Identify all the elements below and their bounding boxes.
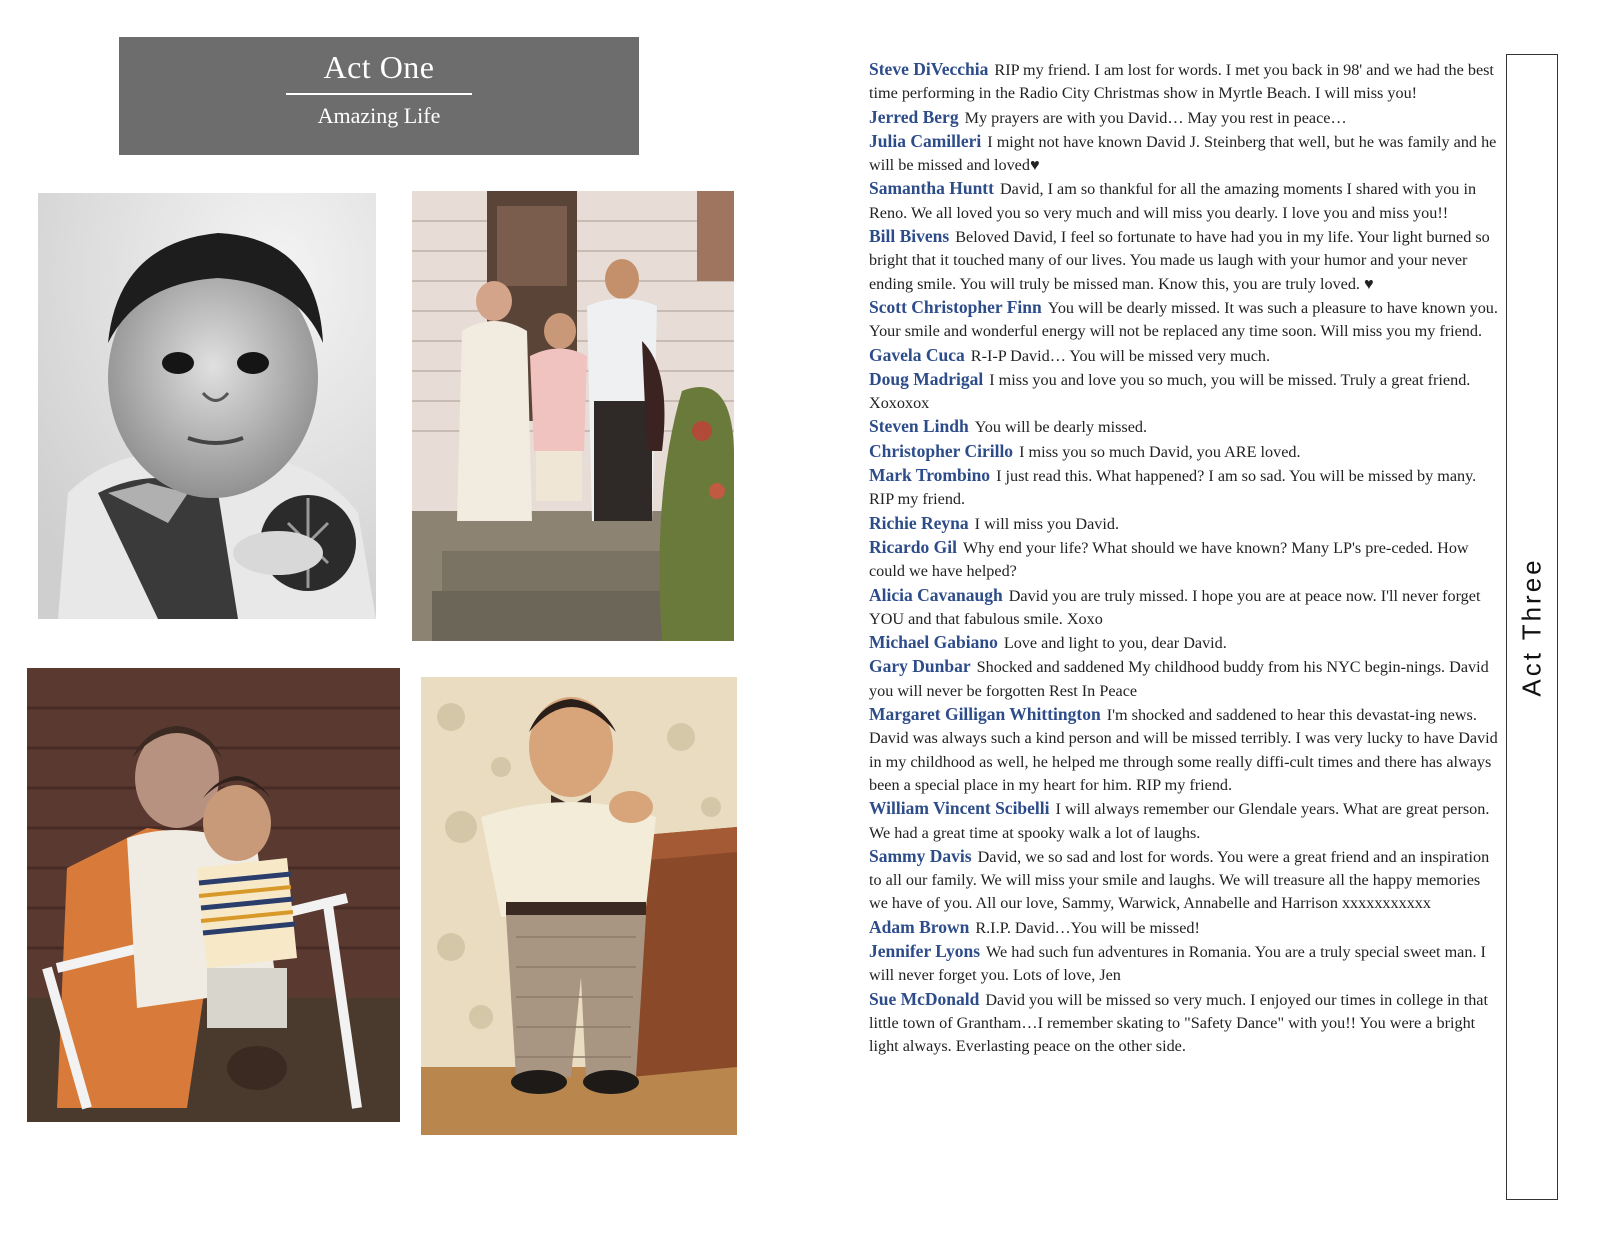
tribute-author: Alicia Cavanaugh — [869, 584, 1003, 605]
tribute-entry — [869, 464, 1501, 512]
tribute-entry — [869, 296, 1501, 344]
tribute-author: Sammy Davis — [869, 845, 972, 866]
family-on-porch-steps-icon — [412, 191, 734, 641]
tribute-author: Mark Trombino — [869, 465, 991, 486]
tribute-entry — [869, 797, 1501, 845]
tribute-message: Why end your life? What should we have known? Many LP's pre-ceded. How could we have helped? — [869, 538, 1469, 581]
tribute-message: David, we so sad and lost for words. You were a great friend and an inspiration to all our family. We will miss your smile and laughs. We will treasure all the happy memories we have of you. All our love, Sammy, Warwick, Annabelle and Harrison xxxxxxxxxxx — [869, 847, 1490, 913]
tribute-author: Bill Bivens — [869, 226, 950, 247]
tribute-author: Margaret Gilligan Whittington — [869, 704, 1101, 725]
tribute-author: Ricardo Gil — [869, 536, 957, 557]
tribute-message: You will be dearly missed. It was such a pleasure to have known you. Your smile and wonderful energy will not be replaced any time soon. Will miss you my friend. — [869, 298, 1498, 341]
tribute-message: Shocked and saddened My childhood buddy from his NYC begin-nings. David you will never be forgotten Rest In Peace — [869, 658, 1489, 700]
tribute-author: Scott Christopher Finn — [869, 296, 1042, 317]
tribute-author: William Vincent Scibelli — [869, 798, 1050, 819]
tribute-author: Sue McDonald — [869, 988, 980, 1009]
tribute-message: David you will be missed so very much. I enjoyed our times in college in that little town of Grantham…I remember skating to "Safety Dance" with you!! You were a bright light always. Everlasting peace on the other side. — [869, 990, 1488, 1056]
tribute-author: Julia Camilleri — [869, 130, 982, 151]
boy-with-ball-black-and-white-icon — [38, 193, 376, 619]
tribute-author: Adam Brown — [869, 916, 970, 937]
tribute-message: R.I.P. David…You will be missed! — [975, 918, 1200, 937]
tribute-entry — [869, 225, 1501, 296]
tribute-entry — [869, 177, 1501, 225]
tribute-entry — [869, 845, 1501, 916]
tribute-message: I miss you and love you so much, you will be missed. Truly a great friend. Xoxoxox — [869, 370, 1471, 413]
tribute-author: Samantha Huntt — [869, 178, 994, 199]
tribute-author: Doug Madrigal — [869, 368, 984, 389]
tribute-entry — [869, 988, 1501, 1059]
section-side-tab — [1506, 54, 1558, 1200]
tribute-entry — [869, 58, 1501, 106]
tribute-message: RIP my friend. I am lost for words. I met you back in 98' and we had the best time performing in the Radio City Christmas show in Myrtle Beach. I will miss you! — [869, 61, 1494, 103]
tribute-message: I'm shocked and saddened to hear this devastat-ing news. David was always such a kind person and will be missed terribly. I was very lucky to have David in my childhood as well, he helped me through some really diffi-cult times and there has always been a special place in my heart for him. RIP my friend. — [869, 706, 1498, 794]
tribute-author: Michael Gabiano — [869, 632, 998, 653]
tribute-entry — [869, 584, 1501, 632]
tribute-message: We had such fun adventures in Romania. You are a truly special sweet man. I will never forget you. Lots of love, Jen — [869, 942, 1486, 985]
side-tab-label: Act Three — [1516, 557, 1547, 697]
child-on-lap-in-chair-icon — [27, 668, 400, 1122]
tribute-message: I will always remember our Glendale years. What are great person. We had a great time at spooky walk a lot of laughs. — [869, 800, 1490, 842]
tribute-entry — [869, 344, 1501, 368]
tribute-message: I will miss you David. — [974, 514, 1119, 533]
act-subtitle: Amazing Life — [317, 103, 441, 128]
tribute-entry — [869, 703, 1501, 797]
tribute-author: Steven Lindh — [869, 416, 969, 437]
tribute-message: Love and light to you, dear David. — [1003, 634, 1227, 653]
tribute-entry — [869, 106, 1501, 130]
tribute-author: Christopher Cirillo — [869, 440, 1014, 461]
tribute-message: R-I-P David… You will be missed very much. — [970, 346, 1271, 365]
tribute-message: David you are truly missed. I hope you are at peace now. I'll never forget YOU and that fabulous smile. Xoxo — [869, 586, 1481, 628]
tribute-entry — [869, 655, 1501, 703]
tribute-entry — [869, 536, 1501, 584]
tribute-author: Gavela Cuca — [869, 344, 965, 365]
tribute-list — [869, 58, 1501, 1058]
tribute-message: I just read this. What happened? I am so sad. You will be missed by many. RIP my friend. — [869, 467, 1477, 509]
tribute-entry — [869, 440, 1501, 464]
tribute-author: Richie Reyna — [869, 512, 969, 533]
tribute-entry — [869, 130, 1501, 178]
tribute-entry — [869, 916, 1501, 940]
boy-with-bow-tie-icon — [421, 677, 737, 1135]
tribute-entry — [869, 631, 1501, 655]
tribute-author: Gary Dunbar — [869, 656, 971, 677]
tribute-message: I might not have known David J. Steinberg that well, but he was family and he will be missed and loved♥ — [869, 132, 1497, 175]
tribute-entry — [869, 512, 1501, 536]
tribute-entry — [869, 368, 1501, 416]
tribute-author: Jennifer Lyons — [869, 940, 981, 961]
tribute-entry — [869, 940, 1501, 988]
act-title: Act One — [323, 49, 435, 85]
tribute-message: David, I am so thankful for all the amazing moments I shared with you in Reno. We all loved you so very much and will miss you dearly. I love you and miss you!! — [869, 180, 1477, 222]
title-divider — [286, 93, 472, 95]
tribute-author: Jerred Berg — [869, 106, 959, 127]
section-title-box — [119, 37, 639, 155]
tribute-message: Beloved David, I feel so fortunate to have had you in my life. Your light burned so bright that it touched many of our lives. You made us laugh with your humor and your never ending smile. You will truly be missed man. Know this, you are truly loved. ♥ — [869, 228, 1490, 293]
tribute-author: Steve DiVecchia — [869, 59, 989, 79]
tribute-message: You will be dearly missed. — [974, 418, 1148, 437]
tribute-message: My prayers are with you David… May you rest in peace… — [964, 108, 1347, 127]
tribute-message: I miss you so much David, you ARE loved. — [1019, 442, 1301, 461]
tribute-entry — [869, 415, 1501, 439]
